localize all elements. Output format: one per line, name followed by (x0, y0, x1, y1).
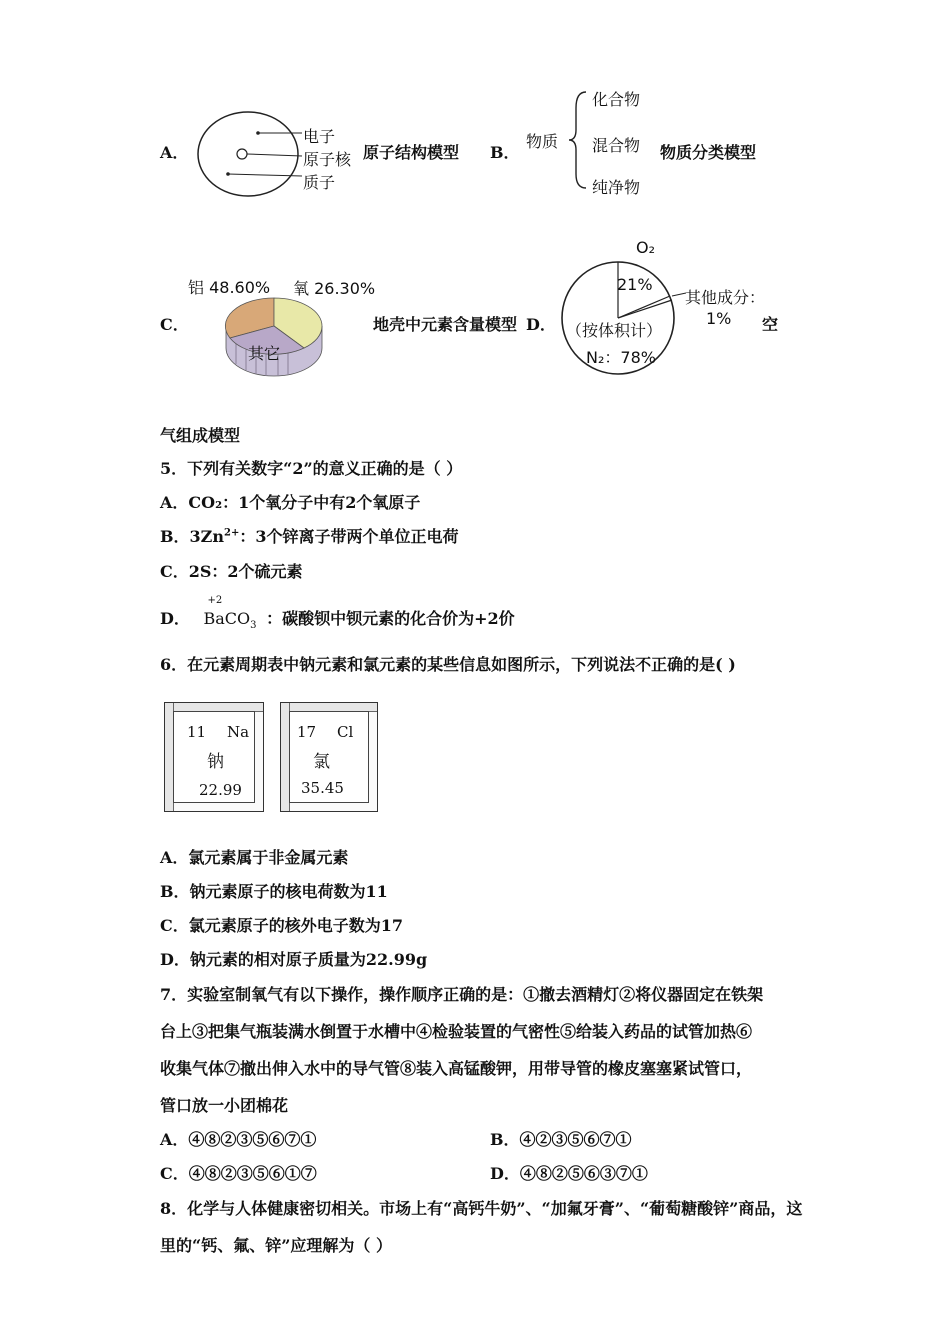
option-d-letter: D． (526, 315, 556, 334)
q5-valence-mark: +2 (207, 595, 223, 606)
label-other: 其它 (248, 344, 281, 363)
crust-pie-chart-3d (222, 288, 326, 382)
element-card-chlorine (280, 702, 378, 812)
label-aluminum: 铝 48.60% (188, 278, 271, 297)
label-proton: 质子 (303, 173, 336, 192)
sodium-mass: 22.99 (199, 781, 242, 799)
label-by-volume: （按体积计） (566, 321, 663, 340)
label-other-components: 其他成分： (685, 288, 766, 307)
label-o2-percent: 21% (617, 275, 653, 294)
option-c-caption: 地壳中元素含量模型 (373, 315, 518, 334)
branch-mixture: 混合物 (592, 136, 641, 155)
q7-option-a: A．④⑧②③⑤⑥⑦① (160, 1130, 317, 1149)
q7-stem-line-3: 收集气体⑦撤出伸入水中的导气管⑧装入高锰酸钾，用带导管的橡皮塞塞紧试管口， (160, 1059, 753, 1078)
label-oxygen: 氧 26.30% (293, 279, 376, 298)
q5-option-b-text: ：3个锌离子带两个单位正电荷 (239, 527, 459, 546)
sodium-name: 钠 (207, 752, 224, 772)
q5-option-b (160, 524, 458, 547)
q5-option-d-prefix: D． (160, 609, 190, 628)
q6-option-b: B．钠元素原子的核电荷数为11 (160, 882, 388, 901)
option-c-letter: C． (160, 315, 189, 334)
q7-option-b: B．④②③⑤⑥⑦① (490, 1130, 632, 1149)
q6-option-a: A．氯元素属于非金属元素 (160, 848, 349, 867)
label-n2: N₂：78% (586, 348, 656, 367)
label-nucleus: 原子核 (303, 150, 352, 169)
chlorine-symbol: Cl (337, 723, 354, 741)
q5-option-b-prefix: B．3Zn (160, 527, 224, 546)
q5-formula (203, 595, 257, 632)
q6-stem: 6．在元素周期表中钠元素和氯元素的某些信息如图所示，下列说法不正确的是( ) (160, 655, 736, 674)
q5-option-d-text: ：碳酸钡中钡元素的化合价为+2价 (266, 609, 515, 628)
label-o2: O₂ (636, 238, 656, 257)
q6-option-d: D．钠元素的相对原子质量为22.99g (160, 950, 428, 969)
element-card-sodium (164, 702, 264, 812)
option-a-caption: 原子结构模型 (363, 143, 460, 162)
q7-stem-line-2: 台上③把集气瓶装满水倒置于水槽中④检验装置的气密性⑤给装入药品的试管加热⑥ (160, 1022, 753, 1041)
q8-stem-line-2: 里的“钙、氟、锌”应理解为（ ） (160, 1236, 392, 1255)
q5-option-c: C．2S：2个硫元素 (160, 562, 303, 581)
branch-pure: 纯净物 (592, 178, 641, 197)
branch-compound: 化合物 (592, 90, 641, 109)
q6-option-c: C．氯元素原子的核外电子数为17 (160, 916, 404, 935)
q7-option-d: D．④⑧②⑤⑥③⑦① (490, 1164, 648, 1183)
option-b-letter: B． (490, 143, 520, 162)
q5-option-b-charge: 2+ (223, 527, 240, 539)
option-a-letter: A． (160, 143, 189, 162)
q8-stem-line-1: 8．化学与人体健康密切相关。市场上有“高钙牛奶”、“加氟牙膏”、“葡萄糖酸锌”商品，这 (160, 1199, 803, 1218)
q5-formula-sub: 3 (250, 620, 257, 632)
q7-stem-line-1: 7．实验室制氧气有以下操作，操作顺序正确的是：①撤去酒精灯②将仪器固定在铁架 (160, 985, 764, 1004)
option-d-caption-tail: 空 (762, 315, 779, 334)
sodium-symbol: Na (227, 723, 250, 741)
sodium-number: 11 (187, 723, 207, 741)
q5-stem: 5．下列有关数字“2”的意义正确的是（ ） (160, 459, 463, 478)
q7-option-c: C．④⑧②③⑤⑥①⑦ (160, 1164, 317, 1183)
chlorine-name: 氯 (313, 752, 330, 772)
label-electron: 电子 (303, 127, 336, 146)
q5-option-a: A．CO₂：1个氧分子中有2个氧原子 (160, 493, 421, 512)
classification-root: 物质 (526, 132, 559, 151)
q5-formula-main: BaCO (203, 609, 251, 628)
chlorine-mass: 35.45 (301, 779, 344, 797)
chlorine-number: 17 (297, 723, 317, 741)
q5-option-d (160, 595, 515, 632)
option-b-caption: 物质分类模型 (660, 143, 757, 162)
q7-stem-line-4: 管口放一小团棉花 (160, 1096, 289, 1115)
label-other-percent: 1% (706, 309, 732, 328)
brace-icon (566, 88, 590, 192)
option-d-caption-wrap: 气组成模型 (160, 426, 241, 445)
